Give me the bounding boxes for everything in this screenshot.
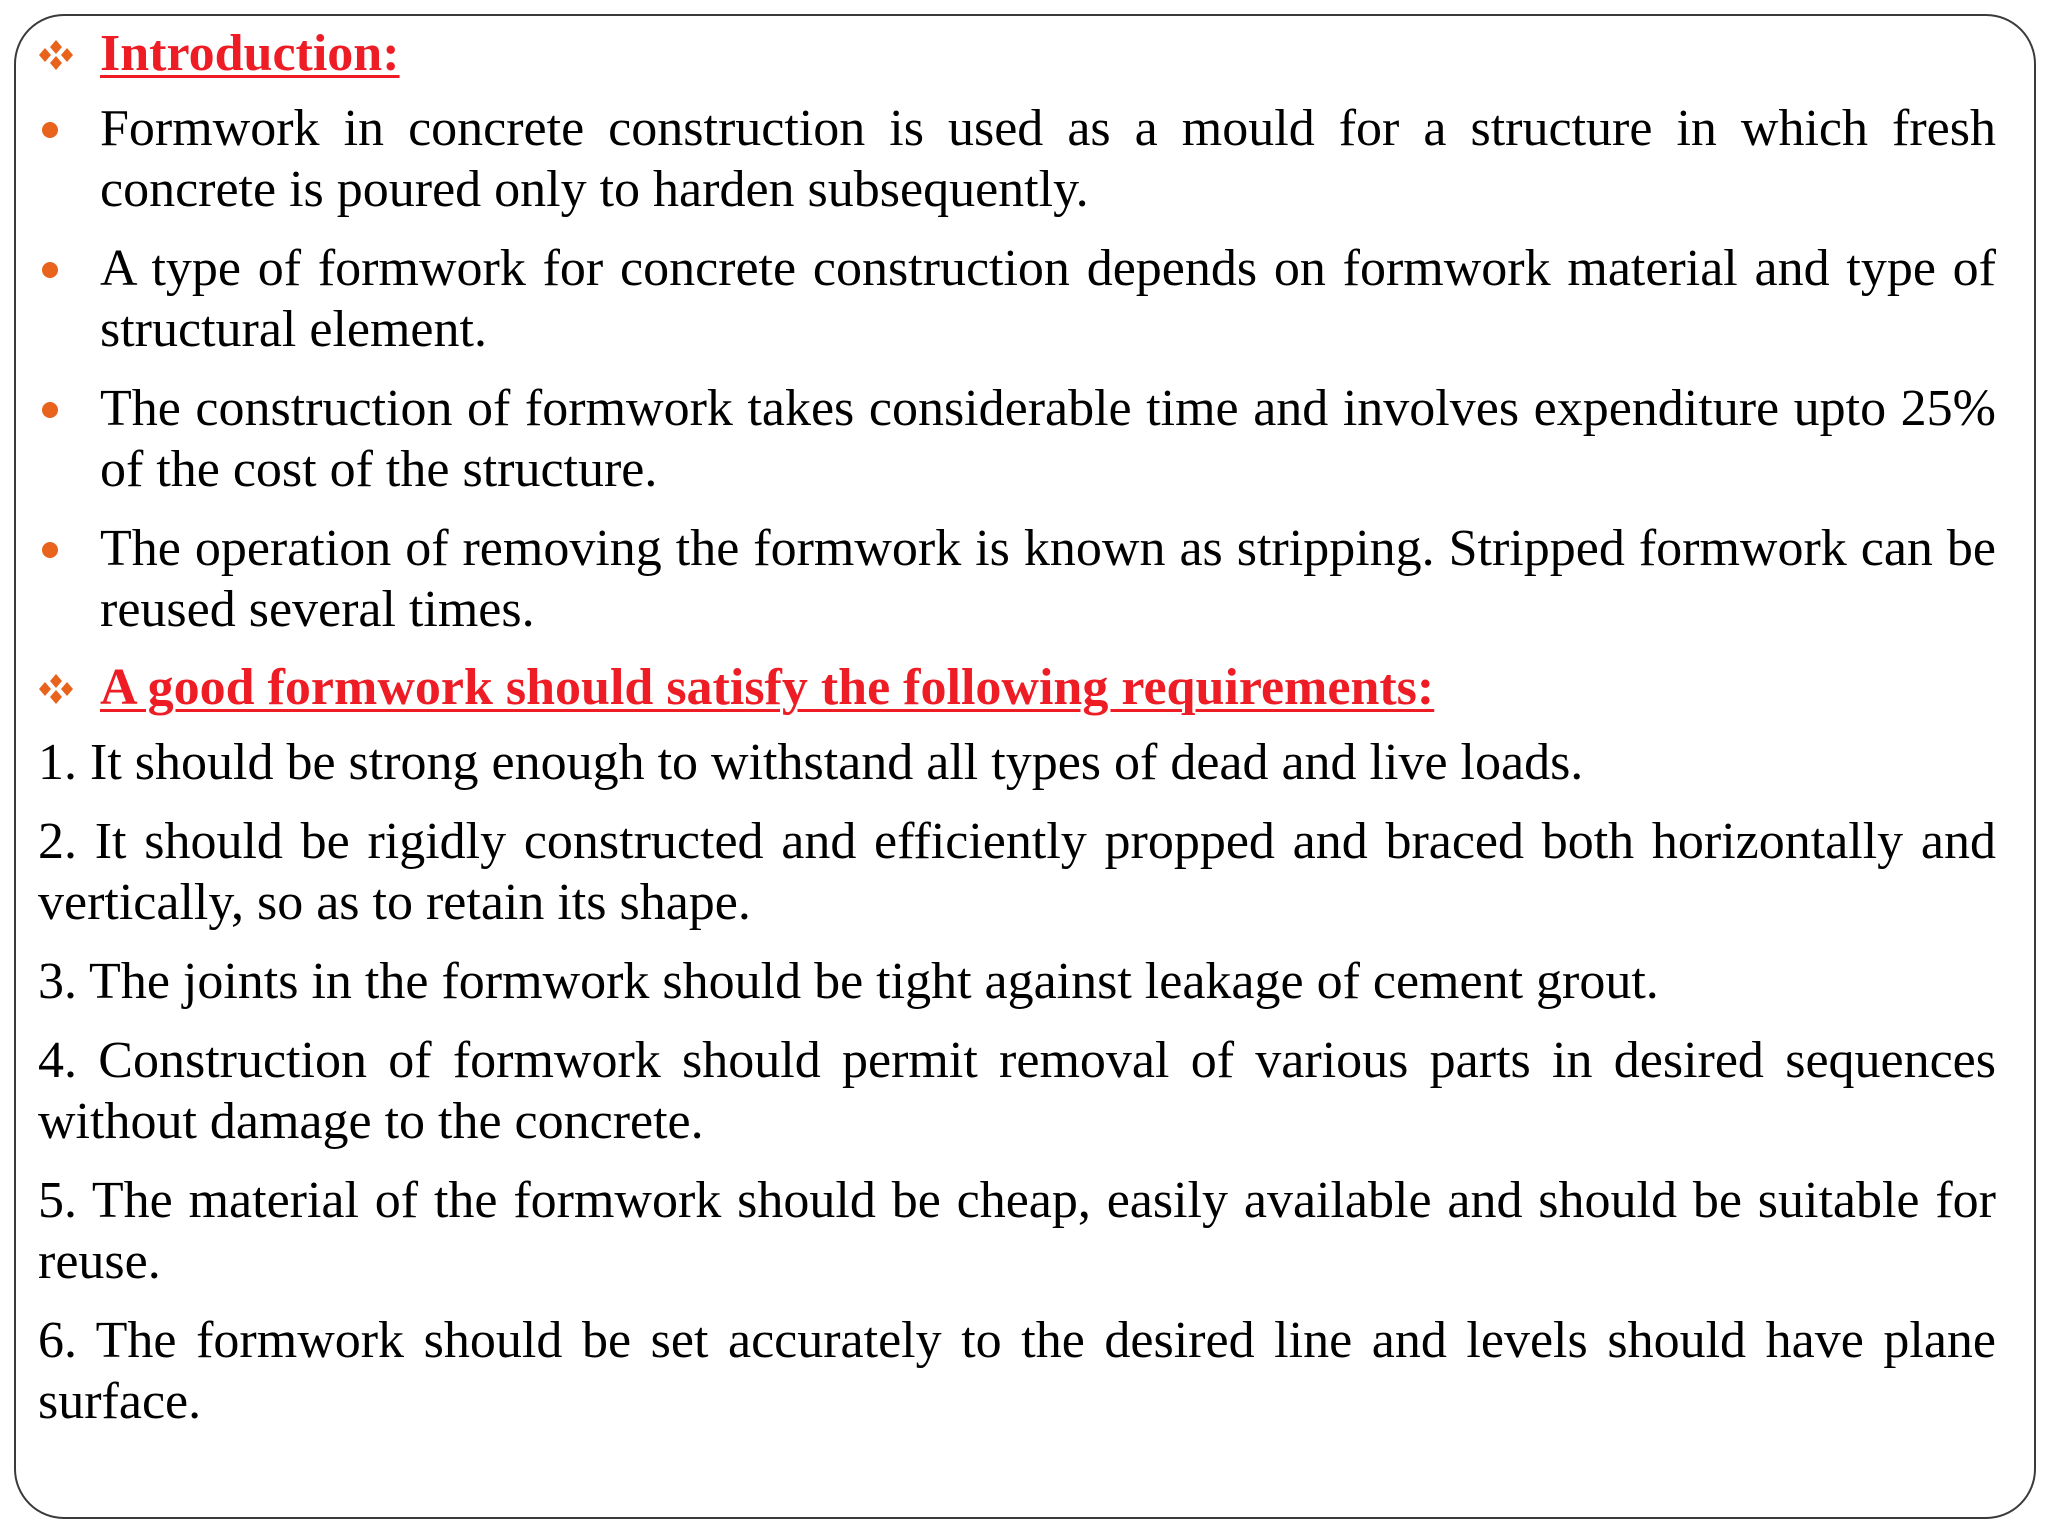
requirement-item: 3. The joints in the formwork should be tight against leakage of cement grout. [38, 953, 1659, 1010]
intro-heading [38, 24, 1996, 84]
bullet-dot-icon [42, 262, 58, 278]
requirement-item: 6. The formwork should be set accurately to the desired line and levels should have plane surface. [38, 1312, 1996, 1430]
bullet-dot-icon [42, 402, 58, 418]
intro-bullet-text: A type of formwork for concrete construction depends on formwork material and type of structural element. [100, 240, 1996, 358]
requirements-list [38, 732, 1996, 1432]
diamond-bullet-icon [38, 40, 74, 70]
bullet-dot-icon [42, 542, 58, 558]
intro-bullet-text: The construction of formwork takes considerable time and involves expenditure upto 25% of the cost of the structure. [100, 380, 1996, 498]
intro-bullet-item [38, 378, 1996, 500]
intro-bullet-text: Formwork in concrete construction is used as a mould for a structure in which fresh concrete is poured only to harden subsequently. [100, 100, 1996, 218]
intro-bullet-item [38, 518, 1996, 640]
requirements-heading [38, 658, 1996, 718]
intro-bullet-item [38, 98, 1996, 220]
requirement-item: 5. The material of the formwork should be cheap, easily available and should be suitable for reuse. [38, 1172, 1996, 1290]
requirements-heading-label: A good formwork should satisfy the following requirements: [100, 659, 1435, 716]
diamond-bullet-icon [38, 674, 74, 704]
requirement-item: 2. It should be rigidly constructed and efficiently propped and braced both horizontally and vertically, so as to retain its shape. [38, 813, 1996, 931]
slide-content [38, 24, 1996, 1450]
requirement-item: 4. Construction of formwork should permit removal of various parts in desired sequences without damage to the concrete. [38, 1032, 1996, 1150]
bullet-dot-icon [42, 122, 58, 138]
intro-bullet-text: The operation of removing the formwork is known as stripping. Stripped formwork can be reused several times. [100, 520, 1996, 638]
intro-bullet-list [38, 98, 1996, 640]
requirement-item: 1. It should be strong enough to withstand all types of dead and live loads. [38, 734, 1584, 791]
intro-heading-label: Introduction: [100, 25, 400, 82]
intro-bullet-item [38, 238, 1996, 360]
